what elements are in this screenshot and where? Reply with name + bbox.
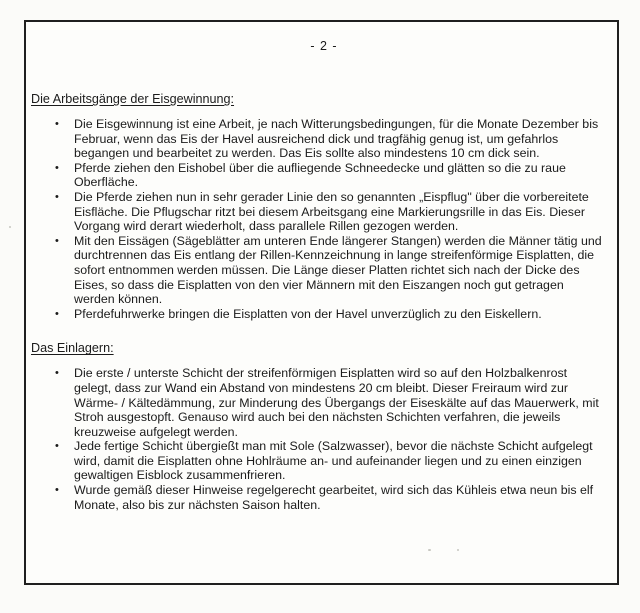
bullet-icon: • [55, 307, 59, 320]
bullet-icon: • [55, 234, 59, 247]
section-einlagern [31, 341, 617, 512]
list-item [31, 234, 614, 307]
list-item [31, 161, 614, 190]
scan-artifact [457, 549, 459, 551]
list-item-text: Pferde ziehen den Eishobel über die aufliegende Schneedecke und glätten so die zu raue Oberfläche. [74, 160, 566, 190]
section-eisgewinnung [31, 92, 617, 321]
list-item [31, 366, 614, 439]
list-item-text: Jede fertige Schicht übergießt man mit Sole (Salzwasser), bevor die nächste Schicht aufgelegt wird, damit die Eisplatten ohne Hohlräume an- und aufeinander liegen und zu einen einzigen gewaltigen Eisblock zusammenfrieren. [74, 439, 593, 483]
list-item-text: Die Pferde ziehen nun in sehr gerader Linie den so genannten „Eispflug" über die vorbereitete Eisfläche. Die Pflugschar ritzt bei diesem Arbeitsgang eine Markierungsrille in das Eis. Dieser Vorgang wird derart wiederholt, dass parallele Rillen gezogen werden. [74, 189, 589, 234]
list-item [31, 190, 614, 234]
list-item [31, 439, 614, 483]
list-item-text: Die Eisgewinnung ist eine Arbeit, je nach Witterungsbedingungen, für die Monate Dezember bis Februar, wenn das Eis der Havel ausreichend dick und tragfähig genug ist, um gefahrlos begangen und bearbeitet zu werden. Das Eis sollte also mindestens 10 cm dick sein. [74, 117, 599, 161]
bullet-list-einlagern [31, 366, 617, 512]
bullet-icon: • [55, 161, 59, 174]
bullet-icon: • [55, 118, 59, 130]
list-item-text: Mit den Eissägen (Sägeblätter am unteren Ende längerer Stangen) werden die Männer tätig und durchtrennen das Eis entlang der Rillen-Kennzeichnung in lange streifenförmige Eisplatten, die sofort entnommen werden müssen. Die Länge dieser Platten richtet sich nach der Dicke des Eises, so dass die Eisplatten von den vier Männern mit den Eiszangen noch gut getragen werden können. [74, 233, 602, 307]
bullet-icon: • [55, 367, 59, 380]
list-item [31, 483, 614, 512]
list-item [31, 307, 614, 322]
bullet-list-eisgewinnung [31, 117, 617, 321]
scan-artifact [428, 549, 431, 551]
bullet-icon: • [55, 484, 59, 497]
bullet-icon: • [55, 440, 59, 453]
list-item-text: Pferdefuhrwerke bringen die Eisplatten von der Havel unverzüglich zu den Eiskellern. [74, 306, 542, 321]
list-item-text: Wurde gemäß dieser Hinweise regelgerecht gearbeitet, wird sich das Kühleis etwa neun bis elf Monate, also bis zur nächsten Saison halten. [74, 483, 594, 512]
page-number: - 2 - [310, 39, 338, 53]
bullet-icon: • [55, 190, 59, 203]
list-item-text: Die erste / unterste Schicht der streifenförmigen Eisplatten wird so auf den Holzbalkenrost gelegt, dass zur Wand ein Abstand von mindestens 20 cm bleibt. Dieser Freiraum wird zur Wärme- / Kältedämmung, zur Minderung des Übergangs der Eiseskälte auf das Mauerwerk, mit Stroh ausgestopft. Genauso wird auch bei den nächsten Schichten verfahren, die jeweils kreuzweise aufgelegt werden. [74, 366, 599, 439]
list-item [31, 117, 614, 161]
section-heading-einlagern: Das Einlagern: [31, 341, 114, 356]
document-page [24, 20, 619, 585]
section-heading-eisgewinnung: Die Arbeitsgänge der Eisgewinnung: [31, 92, 235, 106]
scan-artifact [9, 226, 11, 228]
